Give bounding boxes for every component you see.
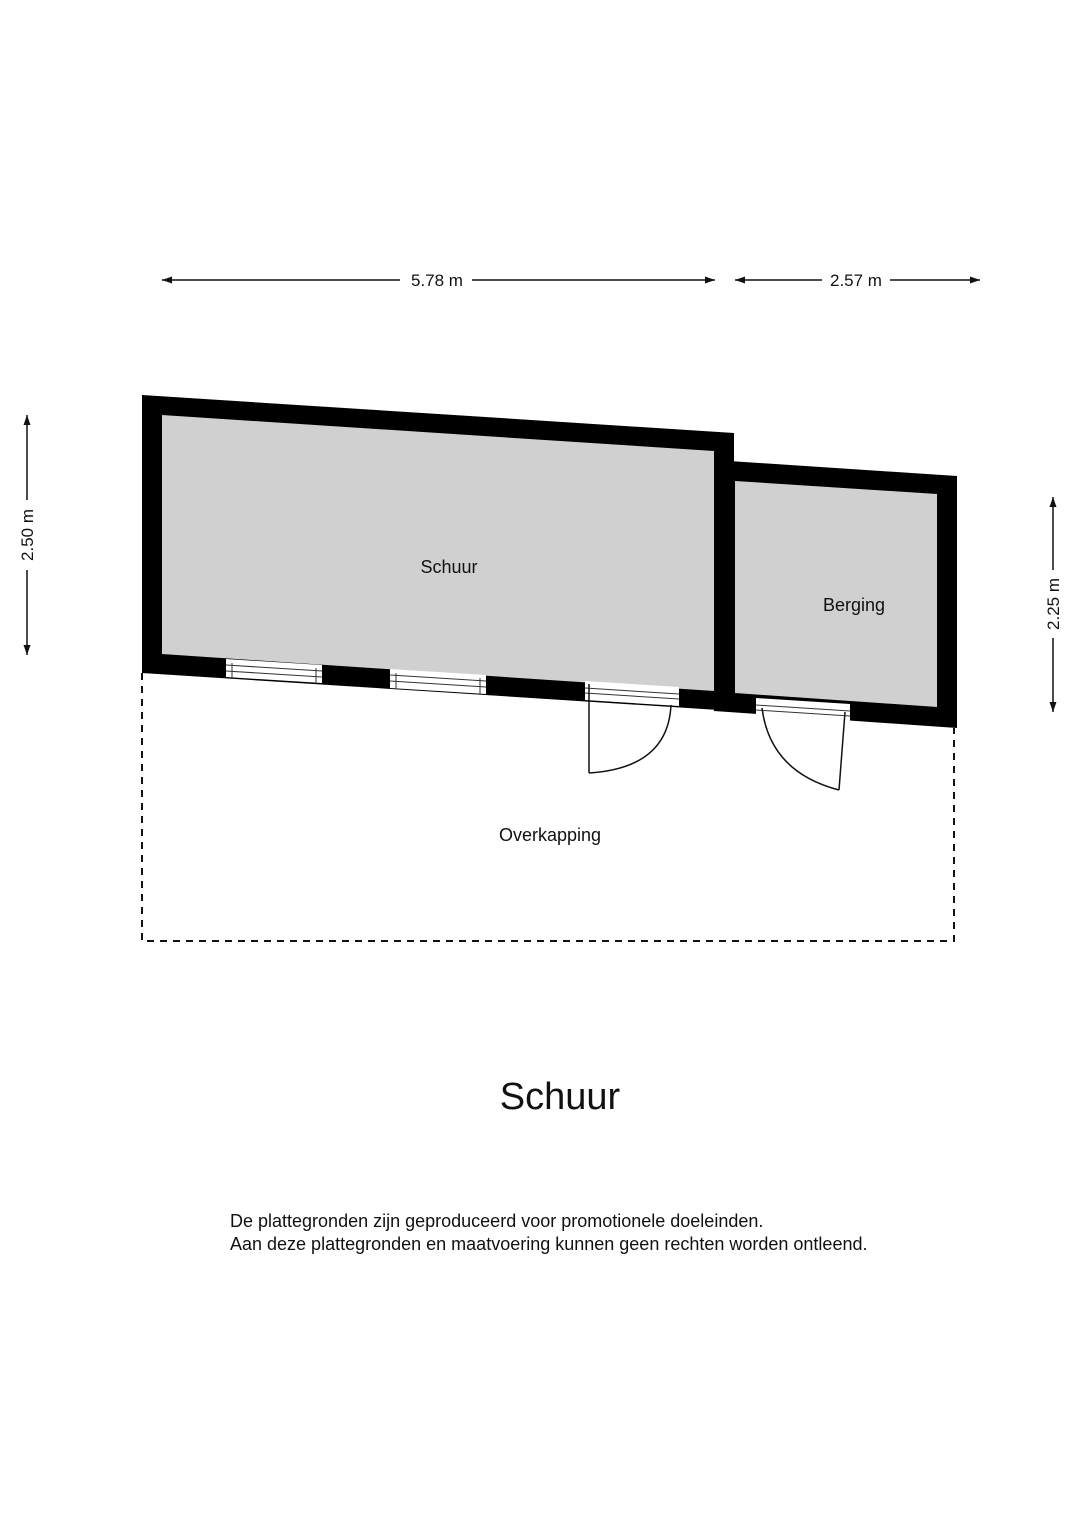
disclaimer	[230, 1210, 867, 1256]
room-label-schuur: Schuur	[420, 557, 478, 577]
room-label-berging: Berging	[822, 595, 886, 615]
dimension-right	[1044, 497, 1063, 712]
schuur-floor	[162, 415, 714, 691]
disclaimer-line: Aan deze plattegronden en maatvoering kunnen geen rechten worden ontleend.	[230, 1234, 868, 1254]
dimension-label: 2.50 m	[18, 509, 37, 561]
dimension-label: 2.25 m	[1044, 578, 1063, 630]
dimension-left	[18, 415, 37, 655]
dimension-top-right	[735, 271, 980, 290]
disclaimer-line: De plattegronden zijn geproduceerd voor promotionele doeleinden.	[230, 1211, 764, 1231]
berging-floor	[735, 481, 937, 707]
dimension-label: 5.78 m	[411, 271, 463, 290]
door-schuur	[585, 681, 679, 773]
door-berging	[756, 698, 850, 790]
room-label-overkapping: Overkapping	[498, 825, 602, 845]
dimension-top-left	[162, 271, 715, 290]
plan-title: Schuur	[499, 1076, 621, 1118]
dimension-label: 2.57 m	[830, 271, 882, 290]
